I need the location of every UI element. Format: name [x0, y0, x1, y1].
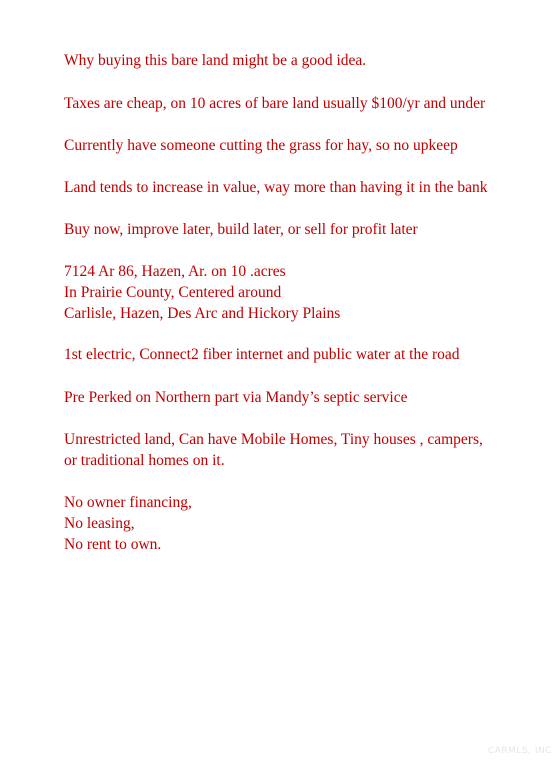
- terms-line-3: No rent to own.: [64, 536, 162, 553]
- intro-text: Why buying this bare land might be a good idea.: [64, 52, 367, 69]
- watermark: CARMLS, INC: [487, 746, 552, 756]
- address-line-2: In Prairie County, Centered around: [64, 284, 282, 301]
- utilities-text: 1st electric, Connect2 fiber internet and public water at the road: [64, 346, 460, 363]
- buy-now-text: Buy now, improve later, build later, or sell for profit later: [64, 221, 418, 238]
- taxes-text: Taxes are cheap, on 10 acres of bare land usually $100/yr and under: [64, 95, 486, 112]
- perked-text: Pre Perked on Northern part via Mandy’s septic service: [64, 389, 408, 406]
- address-line-1: 7124 Ar 86, Hazen, Ar. on 10 .acres: [64, 263, 286, 280]
- unrestricted-line-1: Unrestricted land, Can have Mobile Homes, Tiny houses , campers,: [64, 431, 483, 448]
- terms-line-2: No leasing,: [64, 515, 135, 532]
- value-text: Land tends to increase in value, way more than having it in the bank: [64, 179, 488, 196]
- address-line-3: Carlisle, Hazen, Des Arc and Hickory Plains: [64, 305, 341, 322]
- terms-line-1: No owner financing,: [64, 494, 192, 511]
- upkeep-text: Currently have someone cutting the grass for hay, so no upkeep: [64, 137, 458, 154]
- unrestricted-line-2: or traditional homes on it.: [64, 452, 225, 469]
